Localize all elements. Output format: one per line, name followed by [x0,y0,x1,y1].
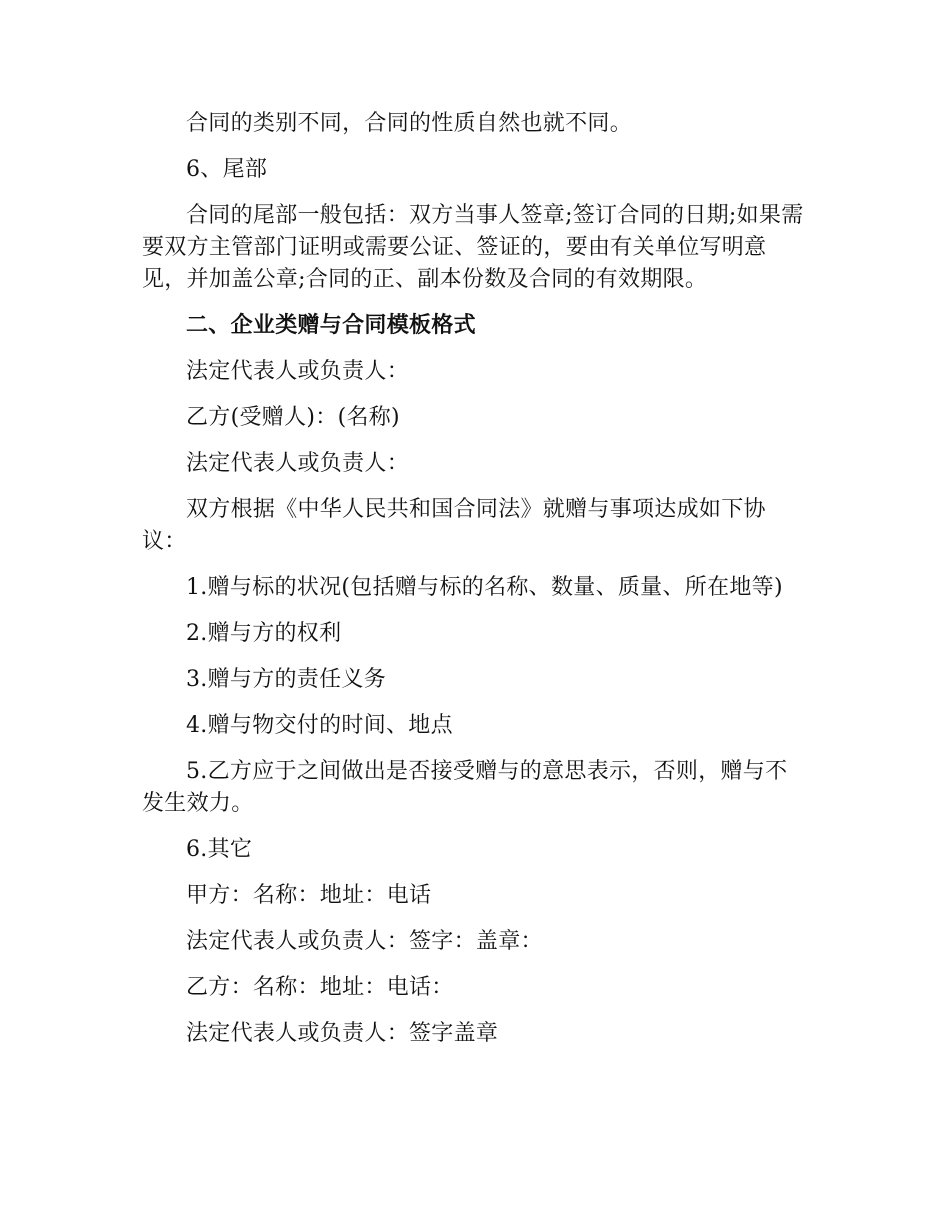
field-party-b-donee: 乙方(受赠人)：(名称) [186,405,400,430]
paragraph-tail-contents: 合同的尾部一般包括：双方当事人签章;签订合同的日期;如果需要双方主管部门证明或需要公证、签证的，要由有关单位写明意见，并加盖公章;合同的正、副本份数及合同的有效期限。 [142,203,804,292]
paragraph-agreement-intro: 双方根据《中华人民共和国合同法》就赠与事项达成如下协议： [142,497,766,554]
clause-4-delivery-time-place: 4.赠与物交付的时间、地点 [186,713,453,738]
section-6-tail: 6、尾部 [186,157,268,182]
clause-3-donor-obligations: 3.赠与方的责任义务 [186,667,386,692]
clause-1-gift-subject: 1.赠与标的状况(包括赠与标的名称、数量、质量、所在地等) [186,575,783,600]
clause-6-other: 6.其它 [186,837,253,862]
field-legal-representative-1: 法定代表人或负责人： [186,359,410,384]
field-legal-representative-2: 法定代表人或负责人： [186,451,410,476]
signature-party-a-info: 甲方：名称：地址：电话 [186,883,432,908]
paragraph-type-note: 合同的类别不同，合同的性质自然也就不同。 [186,111,633,136]
clause-5-acceptance: 5.乙方应于之间做出是否接受赠与的意思表示，否则，赠与不发生效力。 [142,759,788,816]
signature-party-b-representative: 法定代表人或负责人：签字盖章 [186,1021,499,1046]
signature-party-a-representative: 法定代表人或负责人：签字：盖章： [186,929,543,954]
signature-party-b-info: 乙方：名称：地址：电话： [186,975,454,1000]
clause-2-donor-rights: 2.赠与方的权利 [186,621,342,646]
document-body [142,108,807,1064]
section-heading-enterprise-gift-contract: 二、企业类赠与合同模板格式 [186,313,476,338]
